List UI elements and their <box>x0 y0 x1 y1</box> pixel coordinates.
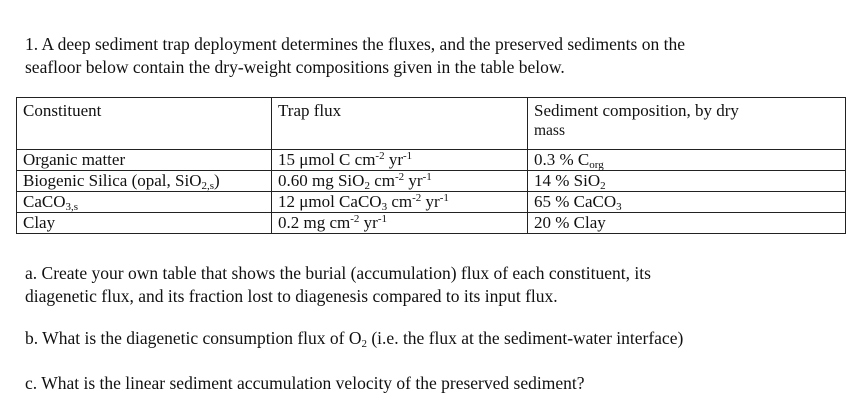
row-organic-flux: 15 μmol C $cm^{-2}$ $yr^{-1}$ <box>272 150 528 171</box>
header-constituent: Constituent <box>17 98 272 150</box>
question-line-1: 1. A deep sediment trap deployment determines the fluxes, and the preserved sediments on the <box>25 34 685 54</box>
row-silica-name: Biogenic Silica (opal, SiO$_{2,s}$) <box>17 171 272 192</box>
header-trap-flux: Trap flux <box>272 98 528 150</box>
part-a-line-2: diagenetic flux, and its fraction lost to diagenesis compared to its input flux. <box>25 286 558 306</box>
header-composition <box>528 98 846 150</box>
row-clay-comp: 20 % Clay <box>528 213 846 234</box>
part-a-line-1: a. Create your own table that shows the burial (accumulation) flux of each constituent, its <box>25 263 651 283</box>
header-composition-line1: Sediment composition, by dry <box>534 101 739 120</box>
row-silica-comp: 14 % SiO$_2$ <box>528 171 846 192</box>
table-row <box>17 213 846 234</box>
question-1 <box>25 33 845 79</box>
table-row <box>17 150 846 171</box>
flux-table <box>16 97 846 234</box>
row-clay-name: Clay <box>17 213 272 234</box>
question-line-2: seafloor below contain the dry-weight compositions given in the table below. <box>25 57 565 77</box>
row-organic-comp: 0.3 % $C_{org}$ <box>528 150 846 171</box>
row-clay-flux: 0.2 mg $cm^{-2}$ $yr^{-1}$ <box>272 213 528 234</box>
row-organic-name: Organic matter <box>17 150 272 171</box>
row-caco3-flux: 12 μmol CaCO$_3$ $cm^{-2}$ $yr^{-1}$ <box>272 192 528 213</box>
header-composition-line2: mass <box>534 122 565 139</box>
row-caco3-comp: 65 % CaCO$_3$ <box>528 192 846 213</box>
table-row <box>17 192 846 213</box>
part-b: b. What is the diagenetic consumption flux of $O_2$ (i.e. the flux at the sediment-water interface) <box>25 328 684 350</box>
part-a <box>25 262 845 308</box>
part-c: c. What is the linear sediment accumulation velocity of the preserved sediment? <box>25 373 585 393</box>
row-caco3-name: CaCO$_{3,s}$ <box>17 192 272 213</box>
row-silica-flux: 0.60 mg SiO$_2$ $cm^{-2}$ $yr^{-1}$ <box>272 171 528 192</box>
table-header-row <box>17 98 846 150</box>
table-row <box>17 171 846 192</box>
